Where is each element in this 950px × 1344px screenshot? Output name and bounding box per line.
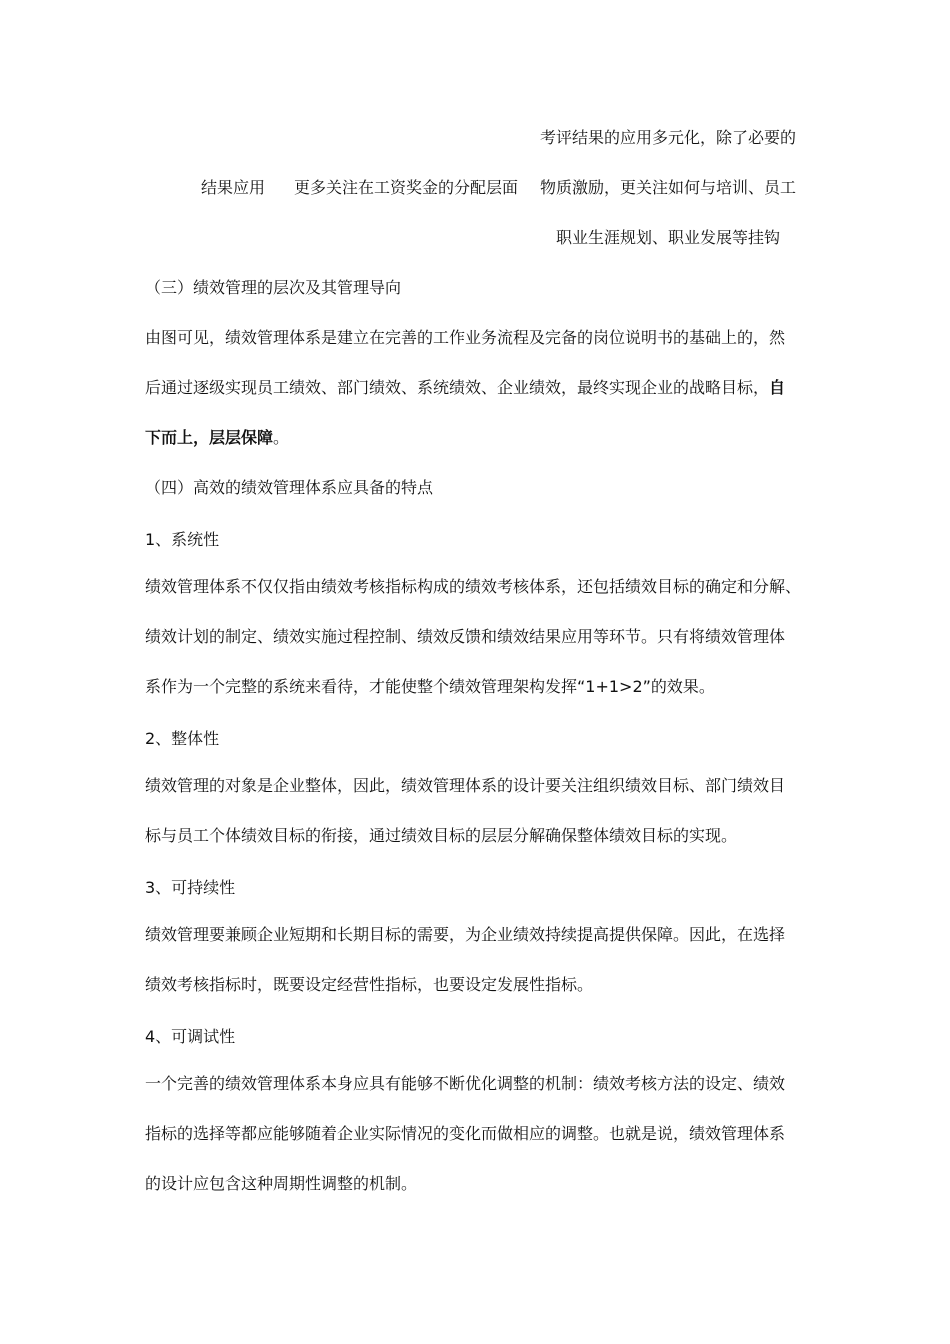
paragraph-line: 绩效计划的制定、绩效实施过程控制、绩效反馈和绩效结果应用等环节。只有将绩效管理体 [145, 627, 786, 646]
paragraph-text: 后通过逐级实现员工绩效、部门绩效、系统绩效、企业绩效，最终实现企业的战略目标， [145, 378, 770, 397]
bold-emphasis: 下而上，层层保障 [145, 428, 274, 447]
paragraph-line: 绩效管理的对象是企业整体，因此，绩效管理体系的设计要关注组织绩效目标、部门绩效目 [145, 776, 786, 795]
table-cell-line: 物质激励，更关注如何与培训、员工 [540, 178, 797, 197]
table-row-label: 结果应用 [201, 178, 266, 197]
table-cell-line: 考评结果的应用多元化，除了必要的 [540, 128, 797, 147]
paragraph-line: 绩效管理体系不仅仅指由绩效考核指标构成的绩效考核体系，还包括绩效目标的确定和分解、 [145, 577, 802, 596]
paragraph-line: 指标的选择等都应能够随着企业实际情况的变化而做相应的调整。也就是说，绩效管理体系 [145, 1124, 786, 1143]
paragraph-line [145, 427, 289, 449]
item-title: 4、可调试性 [145, 1027, 236, 1046]
section-heading: （四）高效的绩效管理体系应具备的特点 [145, 478, 434, 497]
paragraph-line: 标与员工个体绩效目标的衔接，通过绩效目标的层层分解确保整体绩效目标的实现。 [145, 826, 738, 845]
table-cell-text: 更多关注在工资奖金的分配层面 [294, 178, 519, 197]
paragraph-text: 。 [273, 428, 290, 447]
paragraph-line: 由图可见，绩效管理体系是建立在完善的工作业务流程及完备的岗位说明书的基础上的，然 [145, 328, 786, 347]
table-cell-line: 职业生涯规划、职业发展等挂钩 [556, 228, 781, 247]
paragraph-line: 绩效考核指标时，既要设定经营性指标，也要设定发展性指标。 [145, 975, 594, 994]
paragraph-line: 一个完善的绩效管理体系本身应具有能够不断优化调整的机制：绩效考核方法的设定、绩效 [145, 1074, 786, 1093]
item-title: 1、系统性 [145, 530, 220, 549]
item-title: 3、可持续性 [145, 878, 236, 897]
paragraph-line: 绩效管理要兼顾企业短期和长期目标的需要，为企业绩效持续提高提供保障。因此，在选择 [145, 925, 786, 944]
bold-emphasis: 自 [769, 378, 786, 397]
paragraph-line: 的设计应包含这种周期性调整的机制。 [145, 1174, 418, 1193]
paragraph-line [145, 377, 785, 399]
section-heading: （三）绩效管理的层次及其管理导向 [145, 278, 402, 297]
paragraph-line: 系作为一个完整的系统来看待，才能使整个绩效管理架构发挥“1+1>2”的效果。 [145, 677, 715, 696]
item-title: 2、整体性 [145, 729, 220, 748]
